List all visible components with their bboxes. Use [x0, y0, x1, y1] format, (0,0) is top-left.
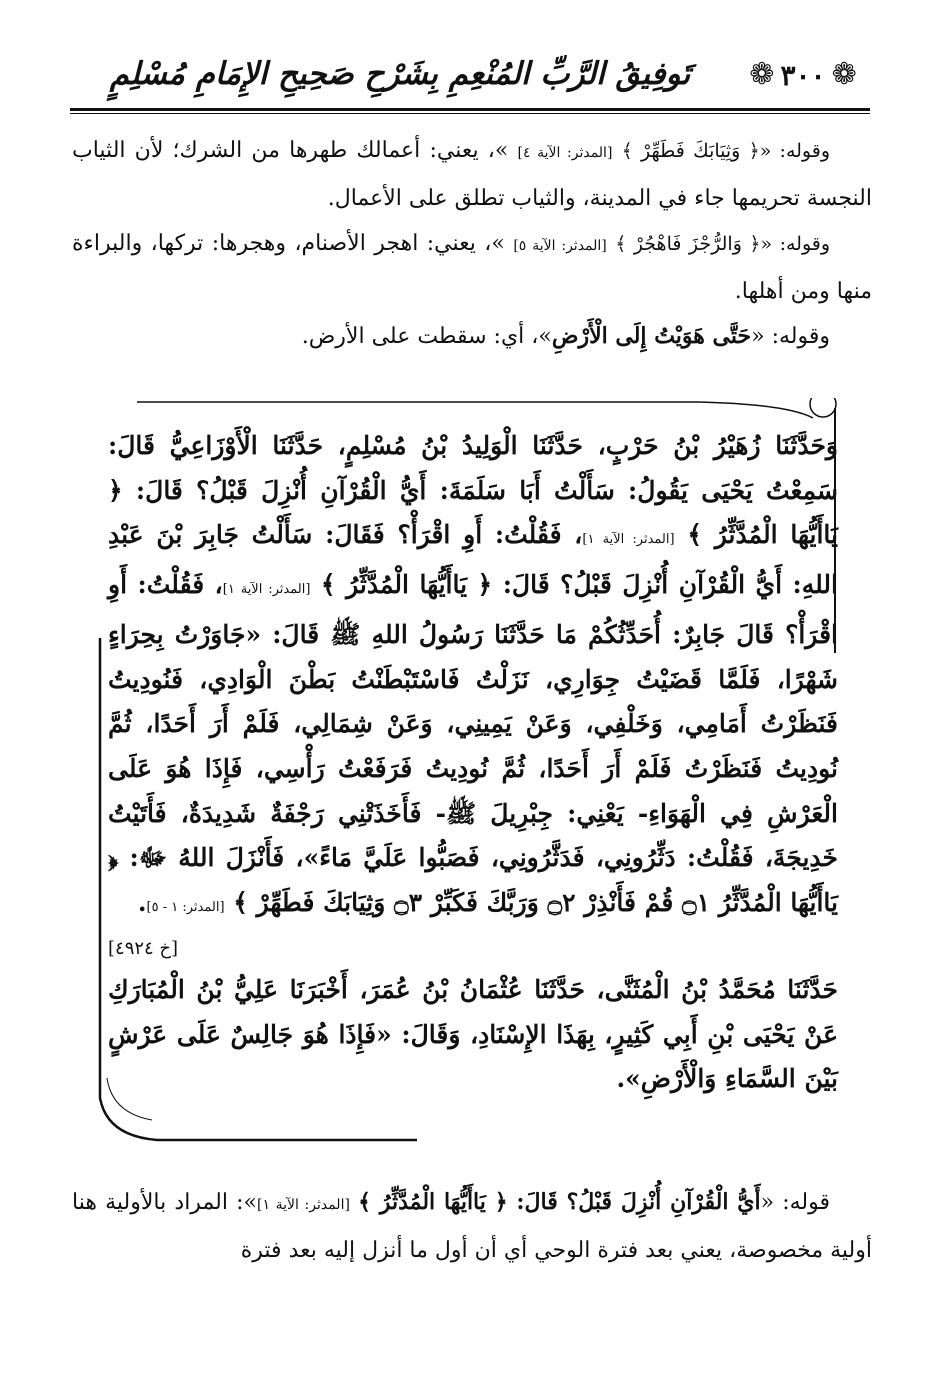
commentary-bottom [72, 1180, 872, 1273]
frame-top-rule [137, 402, 813, 418]
page-number-box [750, 54, 856, 96]
commentary-text: »، يعني: أعمالك طهرها من الشرك؛ لأن الثياب النجسة تحريمها جاء في المدينة، والثياب تطلق على الأعمال. [72, 138, 872, 211]
commentary-text: وقوله: «﴿ وَثِيَابَكَ فَطَهِّرْ ﴾ [621, 140, 830, 162]
verse-reference: [المدثر: الآية ٥] [513, 238, 607, 254]
hadith-text-part: وَحَدَّثَنَا زُهَيْرُ بْنُ حَرْبٍ، حَدَّثَنَا الْوَلِيدُ بْنُ مُسْلِمٍ، حَدَّثَنَا الْأَوْزَاعِيُّ قَالَ: سَمِعْتُ يَحْيَى يَقُولُ: سَأَلْتُ أَبَا سَلَمَةَ: أَيُّ الْقُرْآنِ أُنْزِلَ قَبْلُ؟ قَالَ: ﴿ يَاأَيُّهَا الْمُدَّثِّرُ ﴾ [108, 431, 838, 550]
commentary-paragraph [72, 221, 872, 314]
commentary-text: »، أي: سقطت على الأرض. [301, 324, 552, 349]
hadith-text-part: . [137, 888, 147, 918]
ornament-left-icon: ❁ [749, 57, 775, 92]
verse-reference: [المدثر: ١ - ٥] [146, 900, 225, 916]
hadith-text-part: ، فَقُلْتُ: أَوِ اقْرَأْ؟ قَالَ جَابِرٌ: أُحَدِّثُكُمْ مَا حَدَّثَنَا رَسُولُ اللهِ ﷺ قَالَ: «جَاوَرْتُ بِحِرَاءٍ شَهْرًا، فَلَمَّا قَضَيْتُ جِوَارِي، نَزَلْتُ فَاسْتَبْطَنْتُ بَطْنَ الْوَادِي، فَنُودِيتُ فَنَظَرْتُ أَمَامِي، وَخَلْفِي، وَعَنْ يَمِينِي، وَعَنْ شِمَالِي، فَلَمْ أَرَ أَحَدًا، ثُمَّ نُودِيتُ فَنَظَرْتُ فَلَمْ أَرَ أَحَدًا، ثُمَّ نُودِيتُ فَرَفَعْتُ رَأْسِي، فَإِذَا هُوَ عَلَى الْعَرْشِ فِي الْهَوَاءِ- يَعْنِي: جِبْرِيلَ ﷺ- فَأَخَذَتْنِي رَجْفَةٌ شَدِيدَةٌ، فَأَتَيْتُ خَدِيجَةَ، فَقُلْتُ: دَثِّرُونِي، فَدَثَّرُونِي، فَصَبُّوا عَلَيَّ مَاءً»، فَأَنْزَلَ اللهُ ﷻ: ﴿ يَاأَيُّهَا الْمُدَّثِّرُ ۝١ قُمْ فَأَنْذِرْ ۝٢ وَرَبَّكَ فَكَبِّرْ ۝٣ وَثِيَابَكَ فَطَهِّرْ ﴾ [108, 570, 838, 918]
header-rule [70, 108, 870, 111]
verse-reference: [المدثر: الآية ١] [257, 1197, 350, 1213]
hadith-text-part: ، فَقُلْتُ: أَوِ اقْرَأْ؟ فَقَالَ: سَأَلْتُ جَابِرَ بْنَ عَبْدِ اللهِ: أَيُّ الْقُرْآنِ أُنْزِلَ قَبْلُ؟ قَالَ: ﴿ يَاأَيُّهَا الْمُدَّثِّرُ ﴾ [108, 520, 838, 600]
header-rule-thin [70, 113, 870, 114]
verse-reference: [المدثر: الآية ١] [222, 582, 311, 598]
ornament-right-icon: ❁ [831, 57, 857, 92]
verse-reference: [المدثر: الآية ٤] [517, 145, 613, 161]
commentary-text: »: المراد بالأولية هنا أولية مخصوصة، يعني بعد فترة الوحي أي أن أول ما أنزل إليه بعد فترة [72, 1190, 872, 1263]
hadith-text: حَدَّثَنَا مُحَمَّدُ بْنُ الْمُثَنَّى، حَدَّثَنَا عُثْمَانُ بْنُ عُمَرَ، أَخْبَرَنَا عَلِيُّ بْنُ الْمُبَارَكِ عَنْ يَحْيَى بْنِ أَبِي كَثِيرٍ، بِهَذَا الإِسْنَادِ، وَقَالَ: «فَإِذَا هُوَ جَالِسٌ عَلَى عَرْشٍ بَيْنَ السَّمَاءِ وَالْأَرْضِ». [108, 975, 838, 1094]
commentary-paragraph [72, 314, 872, 359]
hadith-text [108, 424, 838, 931]
hadith-quote: حَتَّى هَوَيْتُ إِلَى الْأَرْضِ [551, 323, 752, 349]
commentary-paragraph [72, 1180, 872, 1273]
commentary-paragraph [72, 128, 872, 221]
page-header [70, 40, 870, 120]
book-title: تَوفِيقُ الرَّبِّ المُنْعِمِ بِشَرْحِ صَحِيحِ الإِمَامِ مُسْلِمٍ [109, 56, 691, 92]
hadith-1 [108, 424, 838, 931]
hadith-source-reference: [خ ٤٩٢٤] [108, 938, 179, 959]
verse-reference: [المدثر: الآية ١] [582, 532, 675, 548]
commentary-text: وقوله: « [751, 324, 830, 349]
hadith-quote: أَيُّ الْقُرْآنِ أُنْزِلَ قَبْلُ؟ قَالَ: ﴿ يَاأَيُّهَا الْمُدَّثِّرُ ﴾ [358, 1189, 761, 1215]
hadith-2 [108, 968, 838, 1102]
page-number: ٣٠٠ [780, 58, 826, 92]
commentary-top [72, 128, 872, 359]
commentary-text: قوله: « [760, 1190, 831, 1215]
commentary-text: »، يعني: اهجر الأصنام، وهجرها: تركها، والبراءة منها ومن أهلها. [72, 231, 872, 304]
commentary-text: وقوله: «﴿ وَالرُّجْزَ فَاهْجُرْ ﴾ [615, 233, 831, 255]
frame-corner-ornament [810, 398, 836, 417]
